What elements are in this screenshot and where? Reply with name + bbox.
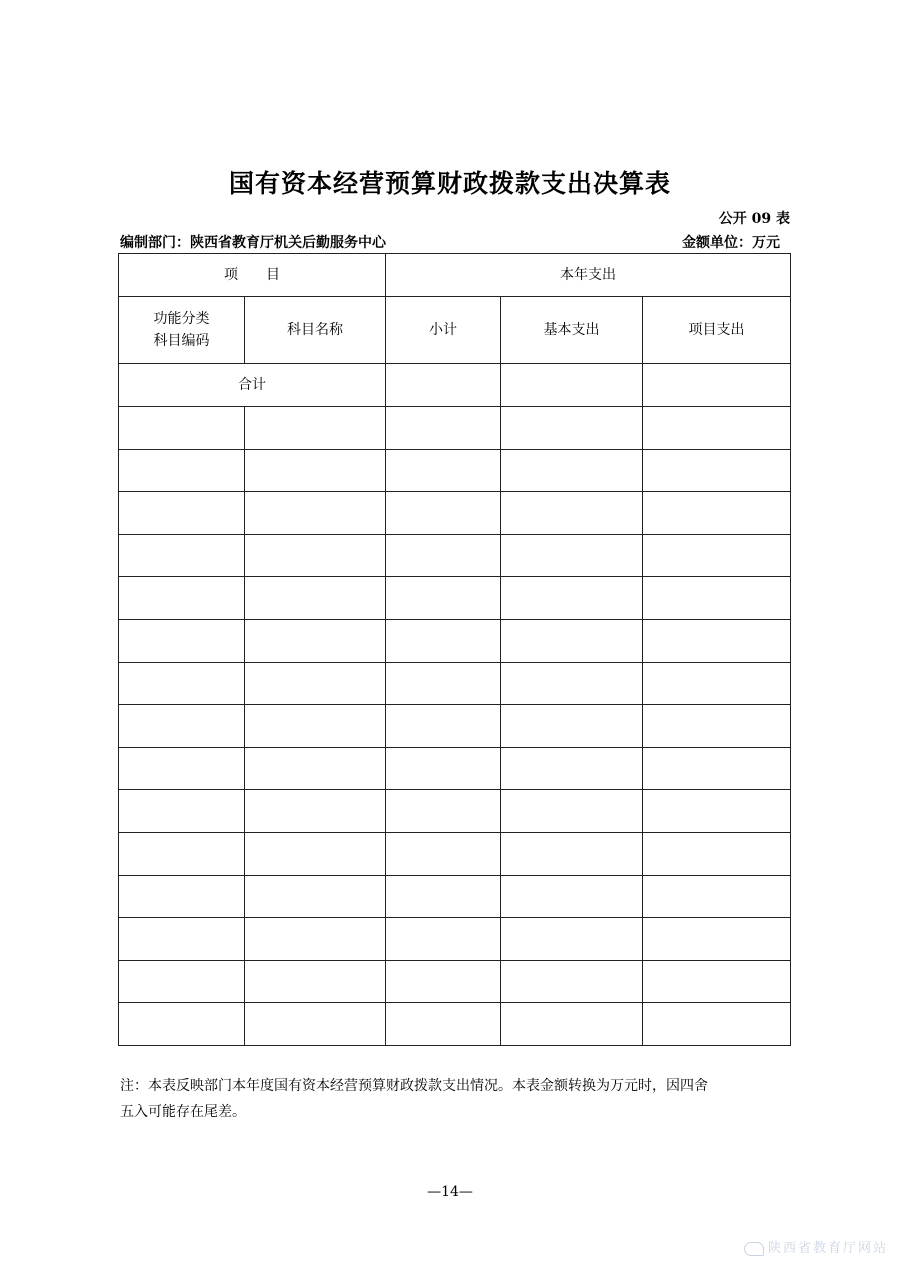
subtotal-cell (386, 747, 501, 790)
name-cell (245, 747, 386, 790)
basic-cell (501, 960, 643, 1003)
table-row (119, 875, 791, 918)
project-cell (643, 1003, 791, 1046)
table-row (119, 619, 791, 662)
project-cell (643, 492, 791, 535)
project-cell (643, 832, 791, 875)
name-cell (245, 534, 386, 577)
basic-cell (501, 1003, 643, 1046)
header-current-year-expenditure: 本年支出 (386, 254, 791, 297)
name-cell (245, 662, 386, 705)
footnote-line-1: 注：本表反映部门本年度国有资本经营预算财政拨款支出情况。本表金额转换为万元时，因四舍 (120, 1078, 708, 1094)
project-cell (643, 747, 791, 790)
project-cell (643, 918, 791, 961)
subtotal-cell (386, 407, 501, 450)
project-cell (643, 619, 791, 662)
subtotal-cell (386, 577, 501, 620)
table-row (119, 662, 791, 705)
name-cell (245, 832, 386, 875)
name-cell (245, 705, 386, 748)
amount-unit: 金额单位：万元 (682, 235, 780, 251)
basic-cell (501, 577, 643, 620)
table-row (119, 960, 791, 1003)
code-cell (119, 577, 245, 620)
code-cell (119, 449, 245, 492)
header-subtotal: 小计 (386, 297, 501, 364)
code-cell (119, 662, 245, 705)
project-cell (643, 790, 791, 833)
name-cell (245, 875, 386, 918)
form-number: 公开 09 表 (718, 211, 790, 227)
name-cell (245, 790, 386, 833)
basic-cell (501, 534, 643, 577)
table-row (119, 747, 791, 790)
header-row-1 (119, 254, 791, 297)
name-cell (245, 492, 386, 535)
watermark-logo-icon (744, 1242, 764, 1256)
basic-cell (501, 449, 643, 492)
subtotal-cell (386, 534, 501, 577)
header-row-2 (119, 297, 791, 364)
subtotal-cell (386, 662, 501, 705)
code-cell (119, 492, 245, 535)
basic-cell (501, 662, 643, 705)
code-cell (119, 407, 245, 450)
total-basic-cell (501, 364, 643, 407)
code-cell (119, 534, 245, 577)
total-project-cell (643, 364, 791, 407)
footnote (120, 1073, 792, 1125)
code-cell (119, 832, 245, 875)
subtotal-cell (386, 705, 501, 748)
code-cell (119, 747, 245, 790)
site-watermark (744, 1237, 888, 1256)
basic-cell (501, 705, 643, 748)
table-row (119, 407, 791, 450)
code-cell (119, 619, 245, 662)
table-row (119, 577, 791, 620)
table-row (119, 449, 791, 492)
expenditure-table (118, 253, 791, 1046)
code-cell (119, 705, 245, 748)
name-cell (245, 577, 386, 620)
page-number: —14— (427, 1184, 473, 1200)
subtotal-cell (386, 1003, 501, 1046)
subtotal-cell (386, 918, 501, 961)
code-cell (119, 1003, 245, 1046)
name-cell (245, 1003, 386, 1046)
subtotal-cell (386, 492, 501, 535)
basic-cell (501, 832, 643, 875)
project-cell (643, 407, 791, 450)
header-function-code-line2: 科目编码 (153, 333, 210, 349)
header-subject-name: 科目名称 (245, 297, 386, 364)
document-title: 国有资本经营预算财政拨款支出决算表 (228, 169, 671, 198)
name-cell (245, 619, 386, 662)
table-row (119, 705, 791, 748)
total-label: 合计 (119, 364, 386, 407)
total-row (119, 364, 791, 407)
subtotal-cell (386, 449, 501, 492)
basic-cell (501, 875, 643, 918)
basic-cell (501, 619, 643, 662)
table-row (119, 534, 791, 577)
header-function-code-line1: 功能分类 (153, 311, 210, 327)
project-cell (643, 662, 791, 705)
table-row (119, 832, 791, 875)
project-cell (643, 960, 791, 1003)
subtotal-cell (386, 832, 501, 875)
basic-cell (501, 747, 643, 790)
code-cell (119, 875, 245, 918)
name-cell (245, 449, 386, 492)
watermark-text: 陕西省教育厅网站 (767, 1241, 888, 1256)
basic-cell (501, 407, 643, 450)
header-function-code (119, 297, 245, 364)
name-cell (245, 960, 386, 1003)
subtotal-cell (386, 960, 501, 1003)
project-cell (643, 875, 791, 918)
subtotal-cell (386, 875, 501, 918)
table-row (119, 1003, 791, 1046)
code-cell (119, 918, 245, 961)
header-project-expenditure: 项目支出 (643, 297, 791, 364)
project-cell (643, 577, 791, 620)
header-item: 项 目 (119, 254, 386, 297)
subtotal-cell (386, 619, 501, 662)
subtotal-cell (386, 790, 501, 833)
code-cell (119, 960, 245, 1003)
project-cell (643, 534, 791, 577)
basic-cell (501, 918, 643, 961)
name-cell (245, 407, 386, 450)
table-row (119, 790, 791, 833)
project-cell (643, 705, 791, 748)
table-row (119, 492, 791, 535)
name-cell (245, 918, 386, 961)
code-cell (119, 790, 245, 833)
table-row (119, 918, 791, 961)
compiling-department: 编制部门：陕西省教育厅机关后勤服务中心 (120, 235, 386, 251)
basic-cell (501, 790, 643, 833)
footnote-line-2: 五入可能存在尾差。 (120, 1104, 246, 1120)
basic-cell (501, 492, 643, 535)
project-cell (643, 449, 791, 492)
total-subtotal-cell (386, 364, 501, 407)
header-basic-expenditure: 基本支出 (501, 297, 643, 364)
